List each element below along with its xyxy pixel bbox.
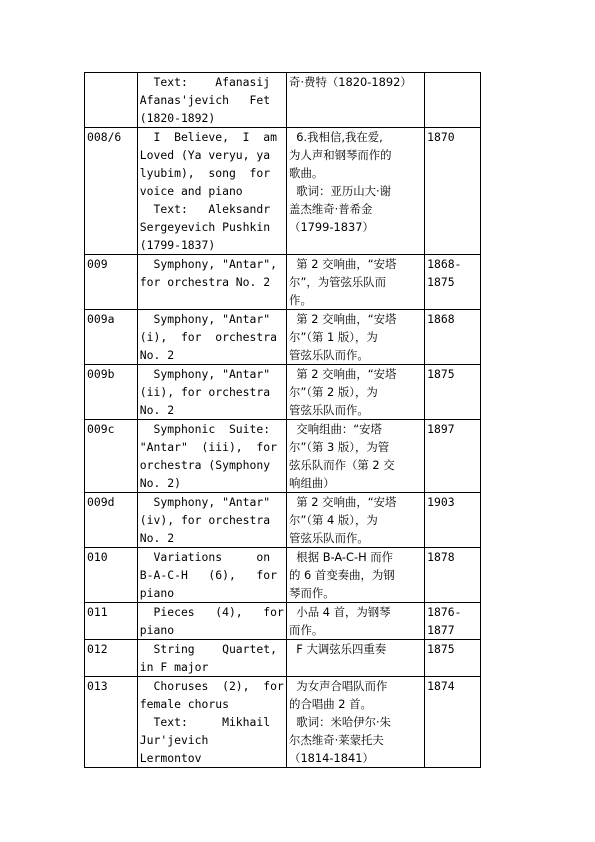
chinese-title-cell (287, 548, 425, 603)
english-line: in F major (139, 660, 209, 674)
english-line: Afanas'jevich Fet (139, 93, 271, 107)
english-line: No. 2 (139, 403, 175, 417)
chinese-line: 尔”（第 1 版），为 (289, 330, 378, 344)
english-title-cell (137, 548, 286, 603)
chinese-line: 歌曲。 (289, 166, 324, 180)
table-row (85, 128, 481, 255)
table-row (85, 420, 481, 493)
table-row (85, 548, 481, 603)
work-number-cell: 013 (85, 677, 138, 768)
work-number-cell (85, 73, 138, 128)
english-line: Sergeyevich Pushkin (139, 220, 271, 234)
chinese-line: 尔杰维奇·莱蒙托夫 (289, 733, 384, 747)
works-catalog-table (84, 72, 481, 768)
english-line: (1820-1892) (139, 111, 216, 125)
chinese-title-cell (287, 255, 425, 310)
year-cell: 1897 (425, 420, 481, 493)
year-cell: 1868 (425, 310, 481, 365)
english-line: No. 2 (139, 348, 175, 362)
english-line: piano (139, 586, 175, 600)
work-number-cell: 009c (85, 420, 138, 493)
english-line: orchestra (Symphony (139, 458, 271, 472)
chinese-line: 第 2 交响曲，“安塔 (289, 367, 397, 381)
table-row (85, 365, 481, 420)
work-number-cell: 009 (85, 255, 138, 310)
english-line: No. 2) (139, 476, 181, 490)
chinese-title-cell (287, 73, 425, 128)
work-number-cell: 009a (85, 310, 138, 365)
english-line: Text: Afanasij (139, 75, 271, 89)
year-cell: 1875 (425, 365, 481, 420)
english-line: Symphony, "Antar" (139, 367, 271, 381)
chinese-line: 歌词：亚历山大·谢 (289, 184, 392, 198)
english-line: Lermontov (139, 751, 202, 765)
english-line: Choruses (2), for (139, 679, 284, 693)
table-row (85, 73, 481, 128)
english-line: (1799-1837) (139, 238, 216, 252)
chinese-line: 作。 (289, 293, 312, 307)
table-row (85, 603, 481, 640)
english-title-cell (137, 493, 286, 548)
chinese-line: 歌词：米哈伊尔·朱 (289, 715, 392, 729)
chinese-line: 奇·费特（1820-1892） (289, 75, 412, 89)
year-cell: 1870 (425, 128, 481, 255)
chinese-line: 为人声和钢琴而作的 (289, 148, 392, 162)
english-title-cell (137, 73, 286, 128)
chinese-line: 而作。 (289, 623, 324, 637)
english-line: for orchestra No. 2 (139, 275, 271, 289)
chinese-line: 的合唱曲 2 首。 (289, 697, 372, 711)
english-line: I Believe, I am (139, 130, 277, 144)
english-line: String Quartet, (139, 642, 277, 656)
year-cell: 1874 (425, 677, 481, 768)
chinese-line: 第 2 交响曲，“安塔 (289, 257, 397, 271)
english-line: (i), for orchestra (139, 330, 277, 344)
english-line: "Antar" (iii), for (139, 440, 277, 454)
year-cell: 1875 (425, 640, 481, 677)
english-title-cell (137, 365, 286, 420)
chinese-line: 6.我相信,我在爱, (289, 130, 383, 144)
english-line: voice and piano (139, 184, 243, 198)
english-line: Jur'jevich (139, 733, 209, 747)
chinese-title-cell (287, 677, 425, 768)
english-line: (iv), for orchestra (139, 513, 271, 527)
chinese-line: 第 2 交响曲，“安塔 (289, 312, 397, 326)
english-line: Pieces (4), for (139, 605, 284, 619)
chinese-line: 尔”（第 3 版），为管 (289, 440, 390, 454)
chinese-line: F 大调弦乐四重奏 (289, 642, 387, 656)
work-number-cell: 010 (85, 548, 138, 603)
chinese-line: 小品 4 首，为钢琴 (289, 605, 391, 619)
chinese-title-cell (287, 493, 425, 548)
english-line: Variations on (139, 550, 271, 564)
english-title-cell (137, 255, 286, 310)
chinese-title-cell (287, 640, 425, 677)
year-cell: 1878 (425, 548, 481, 603)
work-number-cell: 009d (85, 493, 138, 548)
year-cell: 1876-1877 (425, 603, 481, 640)
chinese-line: 管弦乐队而作。 (289, 348, 369, 362)
english-line: Symphonic Suite: (139, 422, 271, 436)
chinese-line: 第 2 交响曲，“安塔 (289, 495, 397, 509)
table-row (85, 640, 481, 677)
english-line: Symphony, "Antar" (139, 495, 271, 509)
english-title-cell (137, 677, 286, 768)
english-title-cell (137, 128, 286, 255)
chinese-line: 尔”（第 4 版），为 (289, 513, 378, 527)
table-body (85, 73, 481, 768)
year-cell (425, 73, 481, 128)
english-title-cell (137, 603, 286, 640)
english-line: lyubim), song for (139, 166, 271, 180)
year-cell: 1903 (425, 493, 481, 548)
chinese-title-cell (287, 603, 425, 640)
chinese-line: 交响组曲：“安塔 (289, 422, 382, 436)
chinese-line: 琴而作。 (289, 586, 335, 600)
table-row (85, 493, 481, 548)
chinese-line: 尔”，为管弦乐队而 (289, 275, 387, 289)
work-number-cell: 012 (85, 640, 138, 677)
english-title-cell (137, 640, 286, 677)
english-line: Text: Aleksandr (139, 202, 271, 216)
chinese-line: 弦乐队而作（第 2 交 (289, 458, 395, 472)
work-number-cell: 008/6 (85, 128, 138, 255)
chinese-line: （1799-1837） (289, 220, 374, 234)
english-line: piano (139, 623, 175, 637)
chinese-line: 根据 B-A-C-H 而作 (289, 550, 394, 564)
chinese-line: 尔”（第 2 版），为 (289, 385, 378, 399)
english-line: Text: Mikhail (139, 715, 271, 729)
work-number-cell: 009b (85, 365, 138, 420)
table-row (85, 310, 481, 365)
chinese-title-cell (287, 365, 425, 420)
english-line: Symphony, "Antar", (139, 257, 277, 271)
chinese-title-cell (287, 420, 425, 493)
year-cell: 1868-1875 (425, 255, 481, 310)
english-line: No. 2 (139, 531, 175, 545)
table-row (85, 677, 481, 768)
chinese-line: 为女声合唱队而作 (289, 679, 388, 693)
english-title-cell (137, 420, 286, 493)
english-title-cell (137, 310, 286, 365)
english-line: (ii), for orchestra (139, 385, 271, 399)
chinese-title-cell (287, 128, 425, 255)
chinese-line: 管弦乐队而作。 (289, 531, 369, 545)
english-line: Symphony, "Antar" (139, 312, 271, 326)
chinese-line: （1814-1841） (289, 751, 374, 765)
chinese-title-cell (287, 310, 425, 365)
table-row (85, 255, 481, 310)
english-line: female chorus (139, 697, 229, 711)
work-number-cell: 011 (85, 603, 138, 640)
chinese-line: 响组曲） (289, 476, 335, 490)
chinese-line: 盖杰维奇·普希金 (289, 202, 373, 216)
english-line: Loved (Ya veryu, ya (139, 148, 271, 162)
chinese-line: 管弦乐队而作。 (289, 403, 369, 417)
chinese-line: 的 6 首变奏曲，为钢 (289, 568, 395, 582)
english-line: B-A-C-H (6), for (139, 568, 277, 582)
